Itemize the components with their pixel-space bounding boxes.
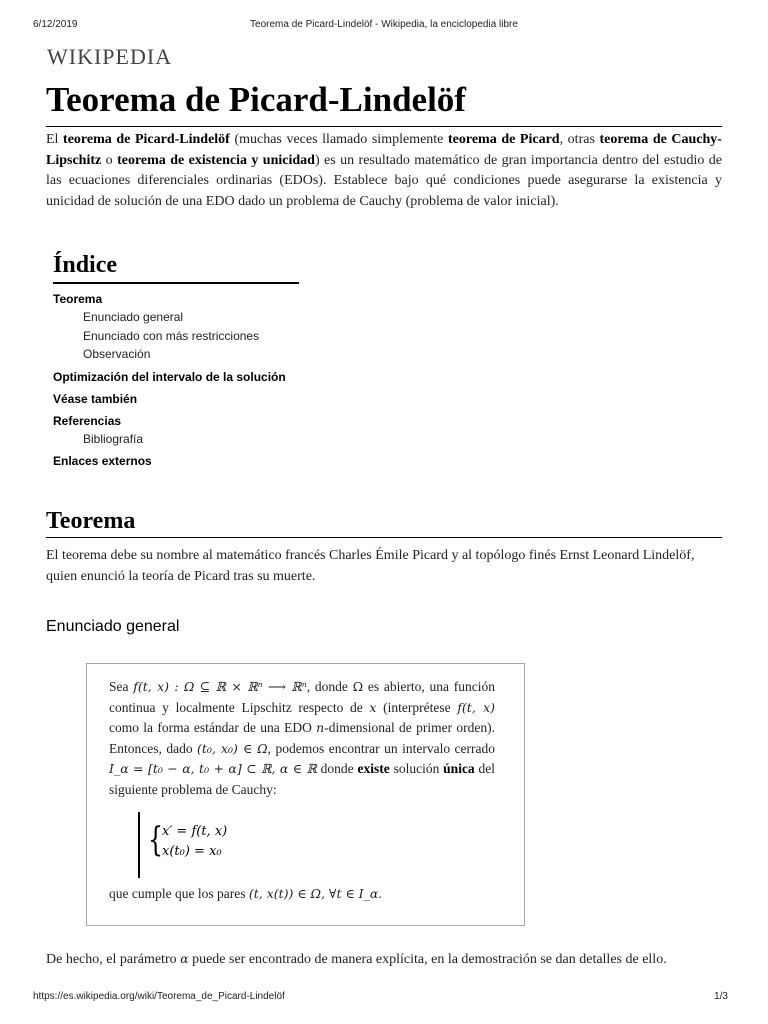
- print-page-number: 1/3: [714, 991, 728, 1002]
- print-date: 6/12/2019: [33, 19, 78, 30]
- intro-bold-2: teorema de Picard: [448, 132, 560, 147]
- theorem-bold-existe: existe: [357, 761, 390, 776]
- cauchy-system: [138, 812, 340, 878]
- intro-text-3: , otras: [559, 132, 600, 147]
- math-x: x: [369, 699, 377, 715]
- alpha-paragraph: [46, 951, 726, 968]
- theorem-text: solución: [389, 761, 444, 776]
- toc-subitem-enunciado-general[interactable]: Enunciado general: [83, 310, 184, 324]
- toc-title: Índice: [53, 252, 299, 284]
- subsection-heading-enunciado-general: Enunciado general: [46, 618, 180, 635]
- theorem-text: -dimensional de primer orden). Entonces, dado: [109, 720, 495, 756]
- left-brace: {: [148, 820, 164, 860]
- paragraph-text: De hecho, el parámetro: [46, 952, 181, 967]
- print-page-title: Teorema de Picard-Lindelöf - Wikipedia, la enciclopedia libre: [250, 19, 518, 30]
- toc-item-teorema[interactable]: [53, 291, 299, 364]
- intro-text-1: El: [46, 132, 64, 147]
- toc-item-label[interactable]: Teorema: [53, 292, 103, 306]
- equation-1: x′ = f(t, x): [162, 824, 228, 839]
- toc-subitem-bibliografia[interactable]: Bibliografía: [83, 431, 144, 446]
- toc-item-label[interactable]: Referencias: [53, 413, 122, 428]
- theorem-text: , donde: [306, 679, 353, 694]
- toc-sublist: [53, 308, 299, 364]
- table-of-contents: [53, 252, 299, 470]
- toc-subitem-observacion[interactable]: Observación: [83, 347, 151, 361]
- intro-text-5: ) es un resultado matemático de gran importancia dentro del estudio de las ecuaciones diferenciales ordinarias (EDOs). Establece bajo qué condiciones puede asegurarse la existencia y unicidad de solución de una EDO dado un problema de Cauchy (problema de valor inicial).: [46, 152, 722, 209]
- print-url: https://es.wikipedia.org/wiki/Teorema_de_Picard-Lindelöf: [33, 991, 285, 1002]
- theorem-text: del siguiente problema de Cauchy:: [109, 761, 496, 797]
- math-pairs: (t, x(t)) ∈ Ω, ∀t ∈ I_α: [248, 886, 379, 901]
- toc-item-optimizacion[interactable]: Optimización del intervalo de la solución: [53, 369, 286, 384]
- intro-bold-4: teorema de existencia y unicidad: [117, 152, 315, 168]
- theorem-text: donde: [316, 761, 358, 776]
- theorem-conclusion: [109, 886, 509, 902]
- toc-subitem-enunciado-restricciones[interactable]: Enunciado con más restricciones: [83, 328, 260, 343]
- theorem-text: Sea: [109, 679, 134, 694]
- theorem-text: , podemos encontrar un intervalo cerrado: [267, 740, 495, 756]
- theorem-statement: [109, 677, 495, 800]
- math-f-t-x: f(t, x): [457, 699, 495, 715]
- math-alpha: α: [180, 951, 189, 966]
- math-initial-point: (t₀, x₀) ∈ Ω: [197, 740, 268, 756]
- theorem-text: es abierto, una función continua y localmente Lipschitz respecto de: [109, 679, 495, 715]
- paragraph-text: puede ser encontrado de manera explícita, en la demostración se dan detalles de ello.: [188, 952, 667, 967]
- toc-item-referencias[interactable]: [53, 413, 299, 449]
- toc-sublist: [53, 430, 299, 449]
- page-title: Teorema de Picard-Lindelöf: [46, 80, 722, 127]
- math-function-def: f(t, x) : Ω ⊆ ℝ × ℝⁿ ⟶ ℝⁿ: [133, 679, 307, 694]
- math-n: n: [316, 720, 325, 735]
- math-interval: I_α = [t₀ − α, t₀ + α] ⊂ ℝ, α ∈ ℝ: [109, 761, 317, 776]
- theorem-text: que cumple que los pares: [109, 886, 249, 901]
- intro-bold-3: teorema de Cauchy-Lipschitz: [46, 132, 722, 168]
- toc-item-enlaces-externos[interactable]: Enlaces externos: [53, 454, 152, 468]
- section-heading-teorema: Teorema: [46, 508, 722, 538]
- intro-text-4: o: [101, 152, 118, 168]
- equation-2: x(t₀) = x₀: [162, 844, 222, 859]
- theorem-box: [86, 663, 525, 926]
- intro-paragraph: [46, 130, 722, 212]
- theorem-text: como la forma estándar de una EDO: [109, 720, 317, 735]
- wikipedia-logo[interactable]: WIKIPEDIA: [47, 44, 173, 69]
- teorema-paragraph: El teorema debe su nombre al matemático francés Charles Émile Picard y al topólogo finés Ernst Leonard Lindelöf, quien enunció la teoría de Picard tras su muerte.: [46, 548, 695, 584]
- math-omega: Ω: [352, 679, 364, 694]
- intro-bold-1: teorema de Picard-Lindelöf: [63, 132, 230, 147]
- theorem-text: .: [378, 886, 382, 901]
- theorem-bold-unica: única: [443, 761, 475, 776]
- theorem-text: (interprétese: [376, 699, 458, 715]
- toc-item-vease-tambien[interactable]: Véase también: [53, 391, 138, 406]
- toc-list: [53, 291, 299, 470]
- intro-text-2: (muchas veces llamado simplemente: [229, 132, 448, 147]
